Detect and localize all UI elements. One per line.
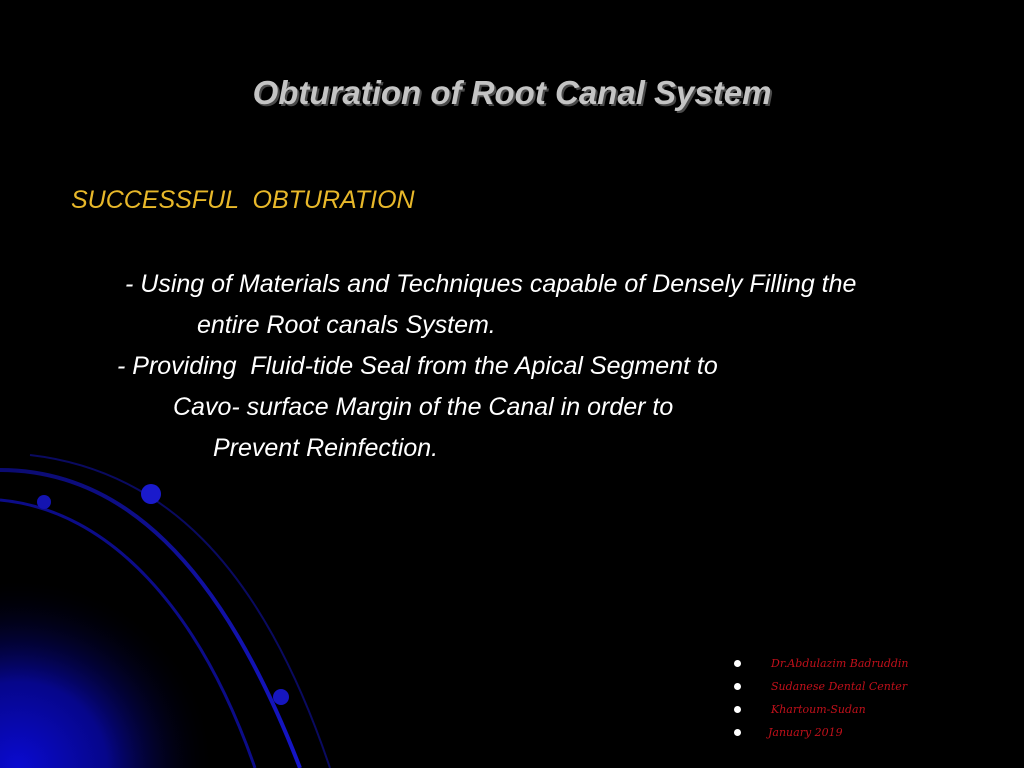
decorative-dot	[37, 495, 51, 509]
body-line: - Using of Materials and Techniques capable of Densely Filling the	[125, 270, 857, 298]
body-line: Cavo- surface Margin of the Canal in order to	[173, 393, 674, 421]
credit-item-location	[734, 698, 909, 721]
bullet-icon	[734, 729, 741, 736]
credit-item-date	[734, 721, 909, 744]
credit-item-author	[734, 652, 909, 675]
decorative-dot	[273, 689, 289, 705]
credit-item-organization	[734, 675, 909, 698]
section-heading: SUCCESSFUL OBTURATION	[71, 186, 415, 214]
credits-list	[734, 652, 909, 744]
credit-text: January 2019	[768, 726, 843, 739]
credit-text: Khartoum-Sudan	[771, 703, 866, 716]
body-line: Prevent Reinfection.	[213, 434, 439, 462]
blue-glow	[0, 420, 360, 768]
slide-title: Obturation of Root Canal System	[252, 74, 772, 111]
body-line: entire Root canals System.	[197, 311, 496, 339]
decorative-dot	[141, 484, 161, 504]
credit-text: Sudanese Dental Center	[771, 680, 908, 693]
bullet-icon	[734, 706, 741, 713]
bullet-icon	[734, 683, 741, 690]
bullet-icon	[734, 660, 741, 667]
credit-text: Dr.Abdulazim Badruddin	[771, 657, 909, 670]
body-line: - Providing Fluid-tide Seal from the Apical Segment to	[117, 352, 718, 380]
